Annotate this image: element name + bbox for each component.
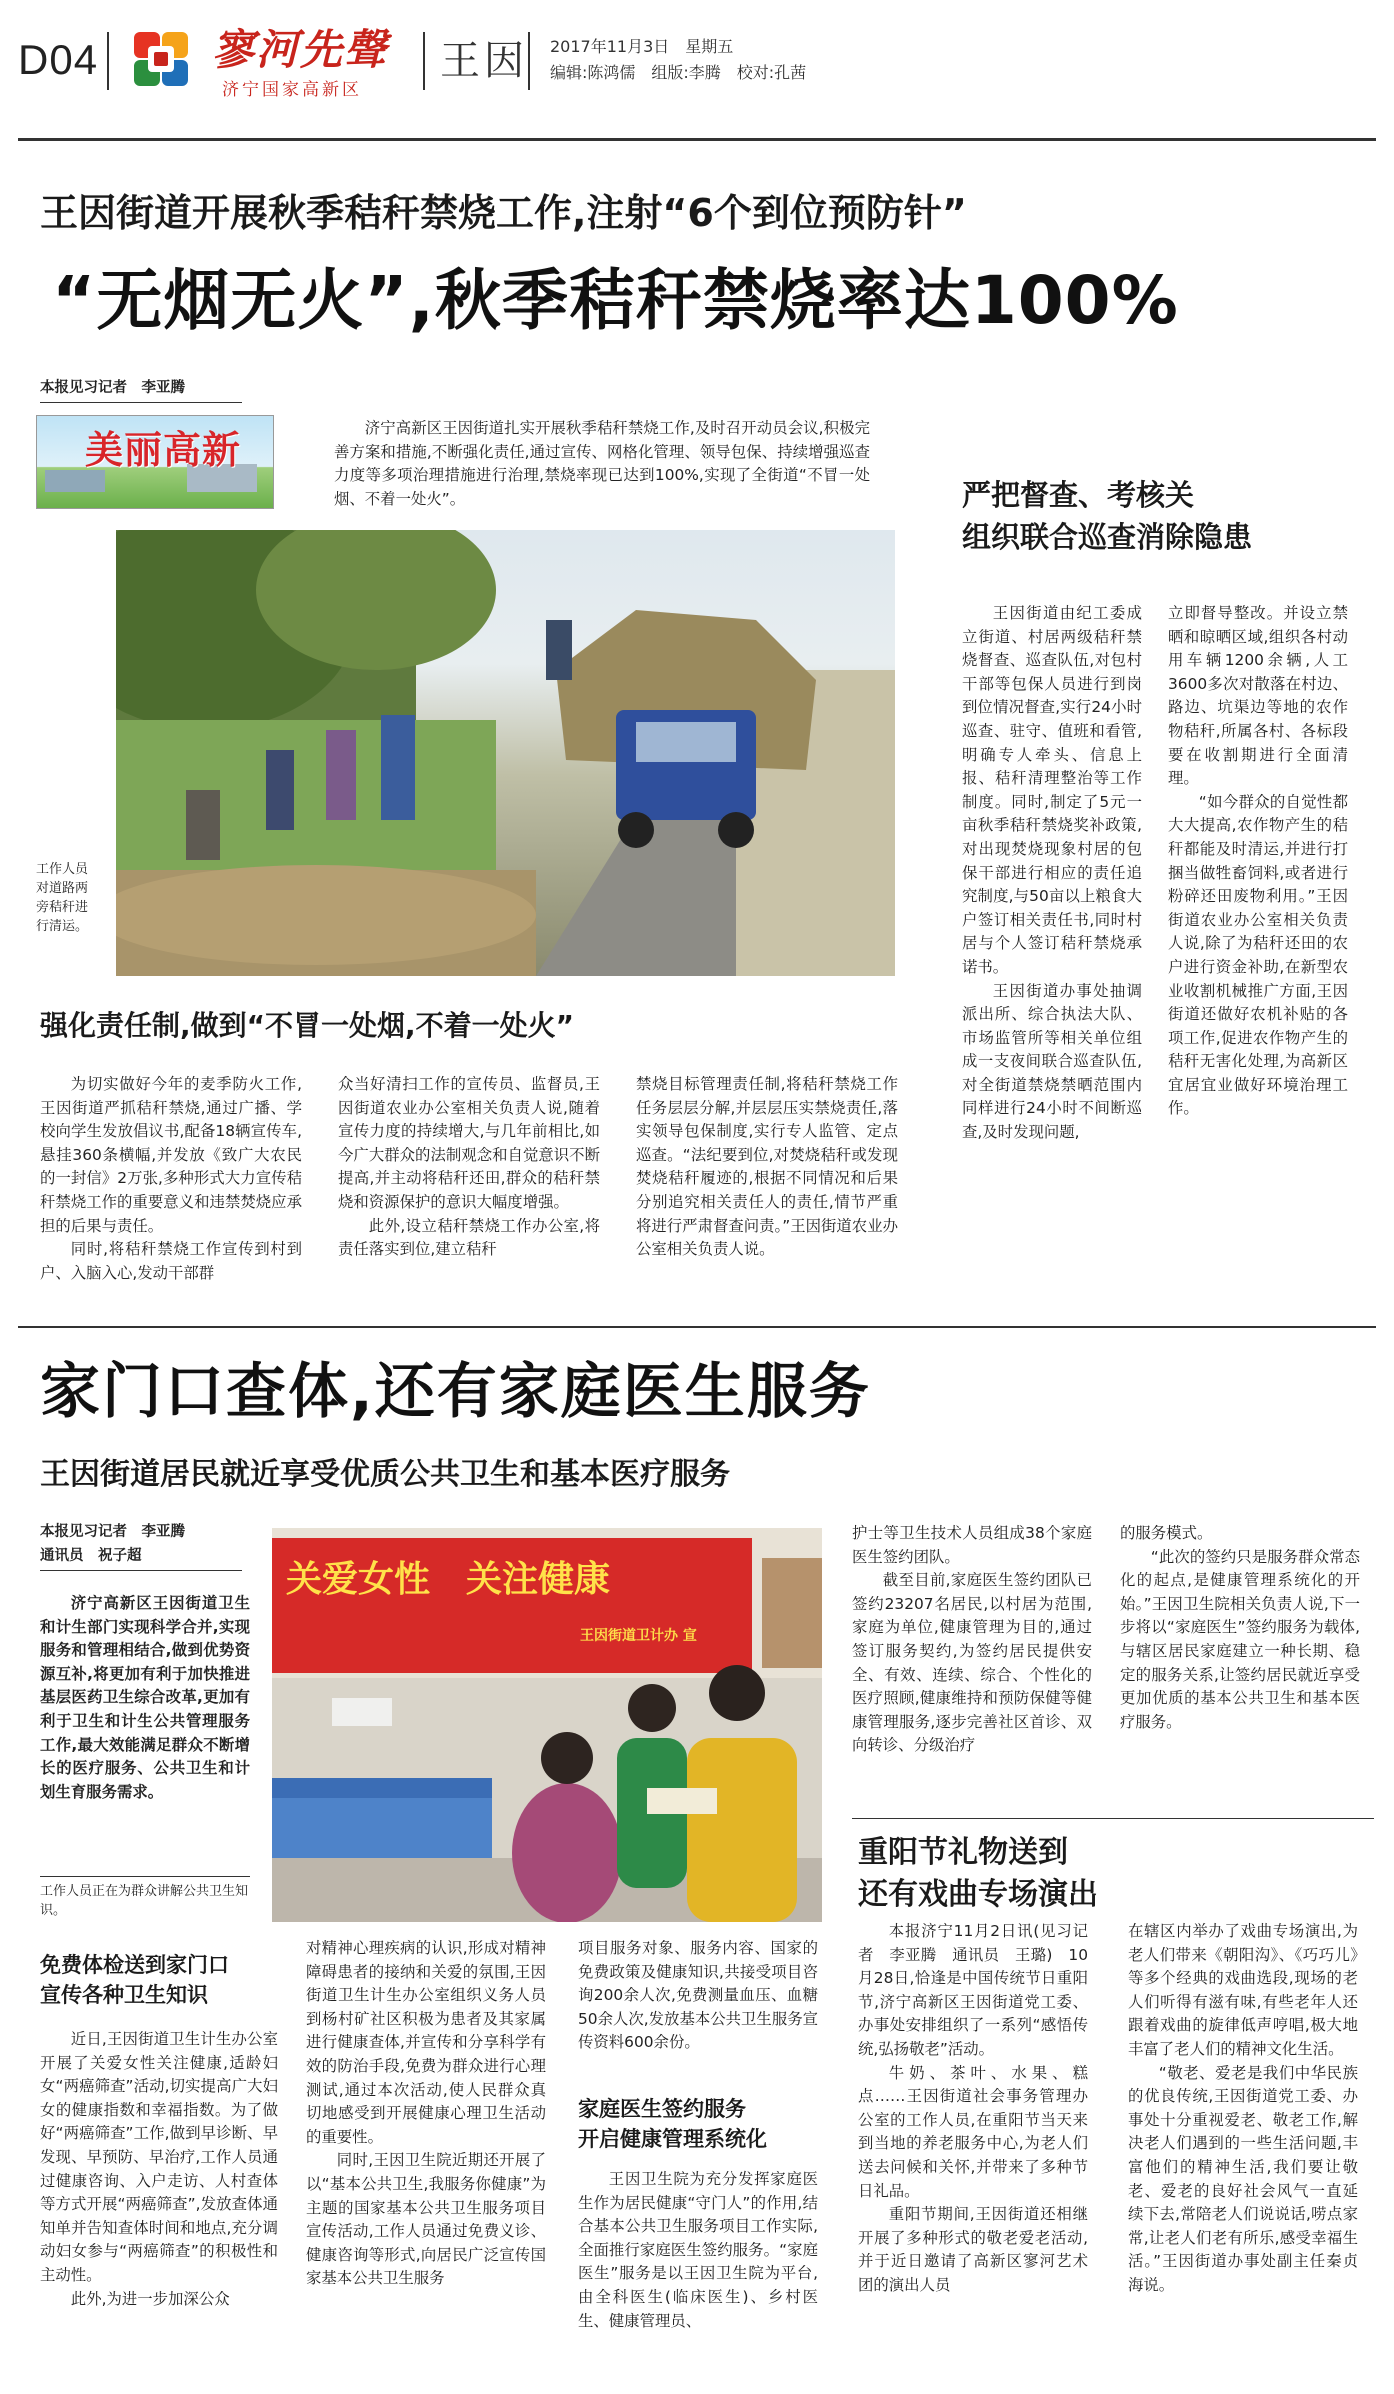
paragraph: 为切实做好今年的麦季防火工作,王因街道严抓秸秆禁烧,通过广播、学校向学生发放倡议书,配备18辆宣传车,悬挂360条横幅,并发放《致广大农民的一封信》2万张,多种形式大力宣传秸秆禁烧工作的重要意义和违禁焚烧应承担的后果与责任。 [40, 1075, 302, 1235]
byline-rule [40, 1570, 242, 1571]
paper-subtitle: 济宁国家高新区 [222, 80, 362, 100]
paragraph: 王因街道办事处抽调派出所、综合执法大队、市场监管所等相关单位组成一支夜间联合巡查队伍,对全街道禁烧禁晒范围内同样进行24小时不间断巡查,及时发现问题, [962, 981, 1142, 1142]
article2-byline2: 通讯员 祝子超 [40, 1548, 142, 1564]
article2-colB [306, 1937, 546, 2291]
article2-subhead: 王因街道居民就近享受优质公共卫生和基本医疗服务 [40, 1457, 730, 1492]
article1-sub1-col2 [338, 1073, 600, 1262]
paragraph: 在辖区内举办了戏曲专场演出,为老人们带来《朝阳沟》、《巧巧儿》等多个经典的戏曲选段,现场的老人们听得有滋有味,有些老年人还跟着戏曲的旋律低声哼唱,极大地丰富了老人们的精神文化生活。 [1128, 1922, 1358, 2058]
caption-rule [40, 1876, 250, 1877]
paragraph: 同时,将秸秆禁烧工作宣传到村到户、入脑入心,发动干部群 [40, 1240, 302, 1282]
article2-subhead2: 家庭医生签约服务 开启健康管理系统化 [578, 2097, 767, 2151]
article2-colC [578, 1937, 818, 2055]
paragraph: 对精神心理疾病的认识,形成对精神障碍患者的接纳和关爱的氛围,王因街道卫生计生办公室组织义务人员到杨村矿社区积极为患者及其家属进行健康查体,并宣传和分享科学有效的防治手段,免费为群众进行心理测试,通过本次活动,使人民群众真切地感受到开展健康心理卫生活动的重要性。 [306, 1939, 546, 2146]
article1-sub1-col1 [40, 1073, 302, 1285]
paragraph: 众当好清扫工作的宣传员、监督员,王因街道农业办公室相关负责人说,随着宣传力度的持续增大,与几年前相比,如今广大群众的法制观念和自觉意识不断提高,并主动将秸秆还田,群众的秸秆禁烧和资源保护的意识大幅度增强。 [338, 1075, 600, 1211]
paragraph: 的服务模式。 [1120, 1524, 1213, 1542]
paragraph: 截至目前,家庭医生签约团队已签约23207名居民,以村居为范围,家庭为单位,健康管理为目的,通过签订服务契约,为签约居民提供安全、有效、连续、综合、个性化的医疗照顾,健康维持和预防保健等健康管理服务,逐步完善社区首诊、双向转诊、分级治疗 [852, 1571, 1092, 1755]
date-line: 2017年11月3日 星期五 [550, 37, 734, 56]
section-name: 王因 [440, 38, 528, 84]
paragraph: 牛奶、茶叶、水果、糕点……王因街道社会事务管理办公室的工作人员,在重阳节当天来到当地的养老服务中心,为老人们送去问候和关怀,并带来了多种节日礼品。 [858, 2063, 1088, 2200]
paragraph: 项目服务对象、服务内容、国家的免费政策及健康知识,共接受项目咨询200余人次,免费测量血压、血糖50余人次,发放基本公共卫生服务宣传资料600余份。 [578, 1939, 818, 2052]
article2-byline1: 本报见习记者 李亚腾 [40, 1524, 185, 1540]
paragraph: “此次的签约只是服务群众常态化的起点,是健康管理系统化的开始。”王因卫生院相关负责人说,下一步将以“家庭医生”签约服务为载体,与辖区居民家庭建立一种长期、稳定的服务关系,让签约居民就近享受更加优质的基本公共卫生和基本医疗服务。 [1120, 1547, 1360, 1731]
paragraph: 近日,王因街道卫生计生办公室开展了关爱女性关注健康,适龄妇女“两癌筛查”活动,切实提高广大妇女的健康指数和幸福指数。为了做好“两癌筛查”工作,做到早诊断、早发现、早预防、早治疗,工作人员通过健康咨询、入户走访、人村查体等方式开展“两癌筛查”,发放查体通知单并告知查体时间和地点,充分调动妇女参与“两癌筛查”的积极性和主动性。 [40, 2030, 278, 2284]
article2-colE [1120, 1522, 1360, 1734]
paragraph: 此外,设立秸秆禁烧工作办公室,将责任落实到位,建立秸秆 [338, 1216, 600, 1259]
lead-paragraph: 济宁高新区王因街道卫生和计生部门实现科学合并,实现服务和管理相结合,做到优势资源互补,将更加有利于加快推进基层医药卫生综合改革,更加有利于卫生和计生公共管理服务工作,最大效能满足群众不断增长的医疗服务、公共卫生和计划生育服务需求。 [40, 1594, 250, 1801]
paragraph: 王因卫生院为充分发挥家庭医生作为居民健康“守门人”的作用,结合基本公共卫生服务项目工作实际,全面推行家庭医生签约服务。“家庭医生”服务是以王因卫生院为平台,由全科医生(临床医生)、乡村医生、健康管理员、 [578, 2170, 818, 2330]
article3-col2 [1128, 1920, 1358, 2298]
page-number: D04 [18, 36, 99, 83]
article1-subhead2: 严把督查、考核关 组织联合巡查消除隐患 [962, 478, 1253, 554]
article2-headline: 家门口查体,还有家庭医生服务 [40, 1357, 871, 1427]
article1-sub1-col3 [636, 1073, 898, 1262]
article1-byline: 本报见习记者 李亚腾 [40, 380, 185, 396]
article2-colD [852, 1522, 1092, 1758]
paragraph: “敬老、爱老是我们中华民族的优良传统,王因街道党工委、办事处十分重视爱老、敬老工作,解决老人们遇到的一些生活问题,丰富他们的精神生活,我们要让敬老、爱老的良好社会风气一直延续下去,常陪老人们说说话,唠点家常,让老人们老有所乐,感受幸福生活。”王因街道办事处副主任秦贞海说。 [1128, 2063, 1358, 2294]
article3-top-rule [852, 1818, 1374, 1819]
badge-label: 美丽高新 [85, 428, 242, 472]
paragraph: 护士等卫生技术人员组成38个家庭医生签约团队。 [852, 1524, 1092, 1566]
article2-photo-caption: 工作人员正在为群众讲解公共卫生知识。 [40, 1884, 249, 1918]
article2-photo [272, 1528, 822, 1922]
banner-subtext: 王因街道卫计办 宣 [580, 1628, 697, 1644]
article1-headline: “无烟无火”,秋季秸秆禁烧率达100% [52, 262, 1179, 339]
masthead-divider [528, 32, 530, 90]
paragraph: 同时,王因卫生院近期还开展了以“基本公共卫生,我服务你健康”为主题的国家基本公共卫生服务项目宣传活动,工作人员通过免费义诊、健康咨询等形式,向居民广泛宣传国家基本公共卫生服务 [306, 2151, 546, 2288]
editors-line: 编辑:陈鸿儒 组版:李腾 校对:孔茜 [550, 63, 807, 82]
lead-paragraph: 济宁高新区王因街道扎实开展秋季秸秆禁烧工作,及时召开动员会议,积极完善方案和措施,不断强化责任,通过宣传、网格化管理、领导包保、持续增强巡查力度等多项治理措施进行治理,禁烧率现已达到100%,实现了全街道“不冒一处烟、不着一处火”。 [334, 419, 870, 508]
article1-kicker: 王因街道开展秋季秸秆禁烧工作,注射“6个到位预防针” [40, 191, 967, 235]
article2-colA [40, 2028, 278, 2311]
masthead-rule [18, 138, 1376, 141]
article2-subhead1: 免费体检送到家门口 宣传各种卫生知识 [40, 1953, 229, 2007]
banner-text: 关爱女性 关注健康 [286, 1559, 611, 1600]
article1-photo-caption: 工作人员对道路两旁秸秆进行清运。 [36, 862, 89, 934]
newspaper-logo-icon [132, 30, 190, 88]
article2-lead [40, 1592, 250, 1804]
paragraph: 王因街道由纪工委成立街道、村居两级秸秆禁烧督查、巡查队伍,对包村干部等包保人员进行到岗到位情况督查,实行24小时巡查、驻守、值班和看管,明确专人牵头、信息上报、秸秆清理整治等工作制度。同时,制定了5元一亩秋季秸秆禁烧奖补政策,对出现焚烧现象村居的包保干部进行相应的责任追究制度,与50亩以上粮食大户签订相关责任书,同时村居与个人签订秸秆禁烧承诺书。 [962, 604, 1142, 976]
paragraph: 禁烧目标管理责任制,将秸秆禁烧工作任务层层分解,并层层压实禁烧责任,落实领导包保制度,实行专人监管、定点巡查。“法纪要到位,对焚烧秸秆或发现焚烧秸秆履迹的,根据不同情况和后果分别追究相关责任人的责任,情节严重将进行严肃督查问责。”王因街道农业办公室相关负责人说。 [636, 1075, 898, 1259]
paragraph: 本报济宁11月2日讯(见习记者 李亚腾 通讯员 王璐) 10月28日,恰逢是中国传统节日重阳节,济宁高新区王因街道党工委、办事处安排组织了一系列“感悟传统,弘扬敬老”活动。 [858, 1922, 1088, 2058]
paragraph: 重阳节期间,王因街道还相继开展了多种形式的敬老爱老活动,并于近日邀请了高新区寥河艺术团的演出人员 [858, 2205, 1088, 2294]
section-rule [18, 1326, 1376, 1328]
paper-name: 寥河先聲 [212, 25, 389, 74]
masthead-divider [423, 32, 425, 90]
article1-sub2-col2 [1168, 602, 1348, 1121]
paragraph: 立即督导整改。并设立禁晒和晾晒区域,组织各村动用车辆1200余辆,人工3600多次对散落在村边、路边、坑渠边等地的农作物秸秆,所属各村、各标段要在收割期进行全面清理。 [1168, 604, 1348, 788]
paragraph: “如今群众的自觉性都大大提高,农作物产生的秸秆都能及时清运,并进行打捆当做牲畜饲料,或者进行粉碎还田废物利用。”王因街道农业办公室相关负责人说,除了为秸秆还田的农户进行资金补助,在新型农业收割机械推广方面,王因街道还做好农机补贴的各项工作,促进农作物产生的秸秆无害化处理,为高新区宜居宜业做好环境治理工作。 [1168, 792, 1348, 1118]
paragraph: 此外,为进一步加深公众 [70, 2289, 230, 2308]
byline-rule [40, 402, 242, 403]
article3-headline: 重阳节礼物送到 还有戏曲专场演出 [858, 1835, 1098, 1912]
article1-photo [116, 530, 895, 976]
article1-lead [334, 417, 870, 511]
article1-sub2-col1 [962, 602, 1142, 1145]
article3-col1 [858, 1920, 1088, 2298]
article1-subhead1: 强化责任制,做到“不冒一处烟,不着一处火” [40, 1009, 575, 1042]
section-badge [36, 415, 274, 509]
masthead-divider [107, 32, 109, 90]
article2-colC-bottom [578, 2168, 818, 2333]
